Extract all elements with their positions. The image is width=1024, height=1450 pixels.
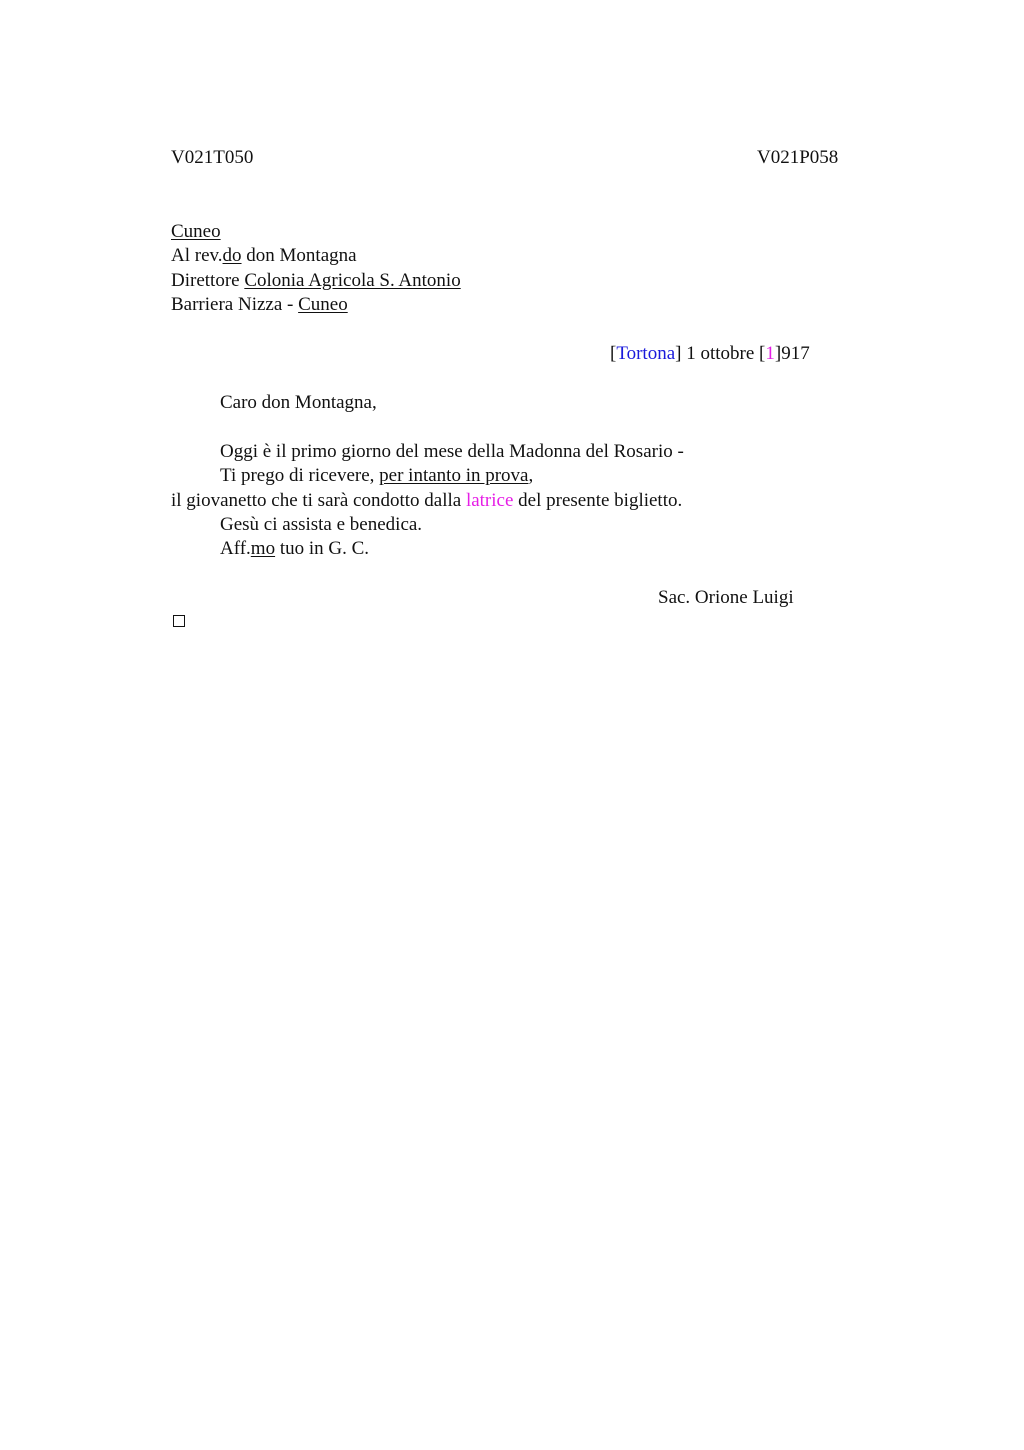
address-recipient-name: don Montagna bbox=[241, 245, 357, 266]
dateline-place: Tortona bbox=[616, 343, 676, 364]
dateline-year-digit: 1 bbox=[765, 343, 775, 364]
document-code-right: V021P058 bbox=[757, 147, 839, 168]
closing-abbrev: mo bbox=[250, 538, 276, 559]
closing-prefix: Aff. bbox=[220, 538, 251, 559]
salutation: Caro don Montagna, bbox=[220, 392, 377, 413]
address-institution: Colonia Agricola S. Antonio bbox=[244, 270, 461, 291]
address-recipient-prefix: Al rev. bbox=[171, 245, 223, 266]
paragraph-1: Oggi è il primo giorno del mese della Madonna del Rosario - bbox=[220, 441, 684, 462]
paragraph-2 bbox=[220, 464, 533, 488]
paragraph-4: Gesù ci assista e benedica. bbox=[220, 514, 423, 535]
paragraph-3 bbox=[171, 489, 682, 513]
address-street bbox=[171, 293, 348, 317]
paragraph-2-underlined: per intanto in prova bbox=[379, 465, 529, 486]
address-street-city: Cuneo bbox=[298, 294, 348, 315]
paragraph-3-prefix: il giovanetto che ti sarà condotto dalla bbox=[171, 490, 466, 511]
signature: Sac. Orione Luigi bbox=[658, 587, 794, 608]
address-role bbox=[171, 269, 461, 293]
dateline-tail: ]917 bbox=[774, 343, 810, 364]
address-role-prefix: Direttore bbox=[171, 270, 245, 291]
address-street-prefix: Barriera Nizza - bbox=[171, 294, 299, 315]
dateline-middle: ] 1 ottobre [ bbox=[675, 343, 766, 364]
document-code-left: V021T050 bbox=[171, 147, 254, 168]
address-city: Cuneo bbox=[171, 221, 221, 242]
checkbox-square-icon bbox=[173, 615, 185, 627]
paragraph-2-prefix: Ti prego di ricevere, bbox=[220, 465, 380, 486]
closing bbox=[220, 537, 369, 561]
address-recipient bbox=[171, 244, 357, 268]
dateline-open-bracket: [ bbox=[610, 343, 617, 364]
paragraph-3-highlight: latrice bbox=[465, 490, 514, 511]
paragraph-3-suffix: del presente biglietto. bbox=[513, 490, 683, 511]
closing-rest: tuo in G. C. bbox=[275, 538, 370, 559]
paragraph-2-suffix: , bbox=[528, 465, 534, 486]
dateline bbox=[610, 342, 810, 366]
address-recipient-abbrev: do bbox=[222, 245, 242, 266]
